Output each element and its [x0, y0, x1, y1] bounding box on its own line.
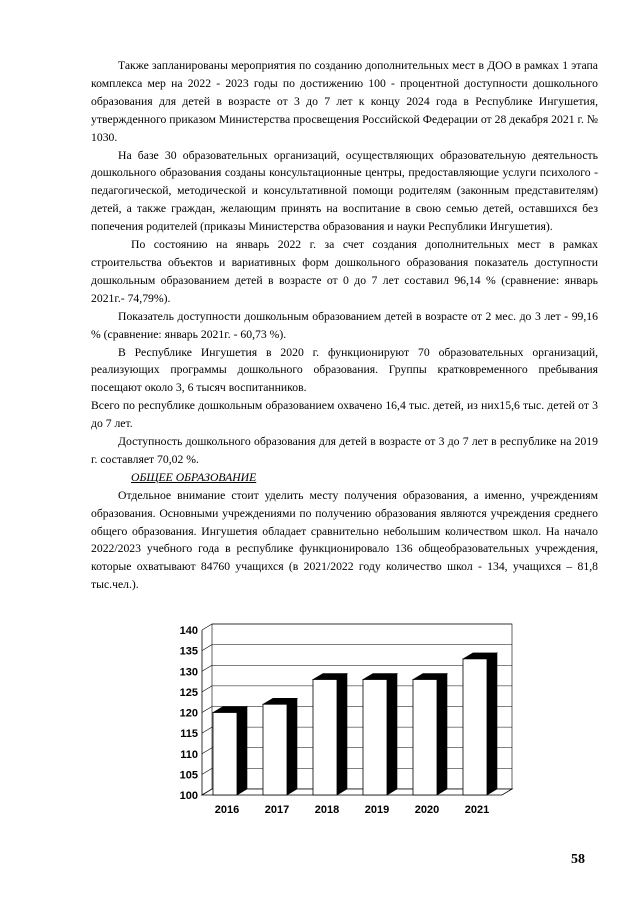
x-tick-label: 2017	[264, 804, 290, 816]
gridline-depth	[202, 624, 212, 630]
gridline-depth	[202, 727, 212, 733]
x-tick-label: 2021	[464, 804, 490, 816]
bar	[363, 680, 387, 796]
y-tick-label: 130	[179, 666, 198, 679]
gridline-depth	[202, 665, 212, 671]
gridline-depth	[202, 768, 212, 774]
schools-bar-chart	[166, 618, 526, 830]
gridline-depth	[202, 686, 212, 692]
y-tick-label: 115	[180, 728, 198, 741]
bar	[263, 704, 287, 795]
bar-side	[487, 653, 497, 795]
bar	[213, 713, 237, 796]
paragraph: В Республике Ингушетия в 2020 г. функционируют 70 образовательных организаций, реализующих программы дошкольного образования. Группы кратковременного пребывания посещают около 3, 6 тысяч воспитанников.	[91, 345, 598, 395]
x-tick-label: 2020	[414, 804, 440, 816]
paragraph: По состоянию на январь 2022 г. за счет создания дополнительных мест в рамках строительства объектов и вариативных форм дошкольного образования показатель доступности дошкольным образованием детей в возрасте от 0 до 7 лет составил 96,14 % (сравнение: январь 2021г.- 74,79%).	[91, 238, 598, 305]
y-tick-label: 125	[179, 686, 198, 699]
paragraph: Показатель доступности дошкольным образованием детей в возрасте от 2 мес. до 3 лет - 99,16 % (сравнение: январь 2021г. - 60,73 %).	[91, 309, 598, 341]
section-heading: ОБЩЕЕ ОБРАЗОВАНИЕ	[131, 470, 257, 484]
y-tick-label: 135	[179, 645, 198, 658]
bar	[313, 680, 337, 796]
bar	[463, 659, 487, 795]
x-tick-label: 2019	[364, 804, 390, 816]
page-number: 58	[571, 852, 585, 867]
bar-side	[387, 674, 397, 796]
bar-side	[237, 707, 247, 796]
gridline-depth	[202, 645, 212, 651]
y-tick-label: 100	[179, 790, 198, 802]
bar	[413, 680, 437, 796]
paragraph: Всего по республике дошкольным образованием охвачено 16,4 тыс. детей, из них15,6 тыс. детей от 3 до 7 лет.	[91, 399, 598, 431]
body-text	[91, 57, 598, 594]
paragraph: Доступность дошкольного образования для детей в возрасте от 3 до 7 лет в республике на 2019 г. составляет 70,02 %.	[91, 435, 598, 466]
y-tick-label: 105	[179, 769, 198, 782]
paragraph: Также запланированы мероприятия по созданию дополнительных мест в ДОО в рамках 1 этапа комплекса мер на 2022 - 2023 годы по достижению 100 - процентной доступности дошкольного образования для детей в возрасте от 3 до 7 лет к концу 2024 года в Республике Ингушетия, утвержденного приказом Министерства просвещения Российской Федерации от 28 декабря 2021 г. № 1030.	[91, 59, 598, 144]
paragraph: Отдельное внимание стоит уделить месту получения образования, а именно, учреждениям образования. Основными учреждениями по получению образования являются учреждения среднего общего образования. Ингушетия обладает сравнительно небольшим количеством школ. На начало 2022/2023 учебного года в республике функционировало 136 общеобразовательных учреждения, которые охватывают 84760 учащихся (в 2021/2022 году количество школ - 134, учащихся – 81,8 тыс.чел.).	[91, 488, 598, 592]
bar-side	[437, 674, 447, 796]
gridline-depth	[202, 707, 212, 713]
y-tick-label: 120	[179, 707, 198, 720]
gridline-depth	[202, 748, 212, 754]
x-tick-label: 2016	[214, 804, 240, 816]
y-tick-label: 110	[180, 748, 198, 761]
y-tick-label: 140	[179, 625, 198, 637]
paragraph: На базе 30 образовательных организаций, осуществляющих образовательную деятельность дошкольного образования созданы консультационные центры, предоставляющие услуги психолого - педагогической, методической и консультативной помощи родителям (законным представителям) детей, а также граждан, желающим принять на воспитание в свою семью детей, оставшихся без попечения родителей (приказы Министерства образования и науки Республики Ингушетия).	[91, 148, 598, 234]
x-tick-label: 2018	[314, 804, 340, 816]
bar-side	[337, 674, 347, 796]
bar-side	[287, 698, 297, 795]
